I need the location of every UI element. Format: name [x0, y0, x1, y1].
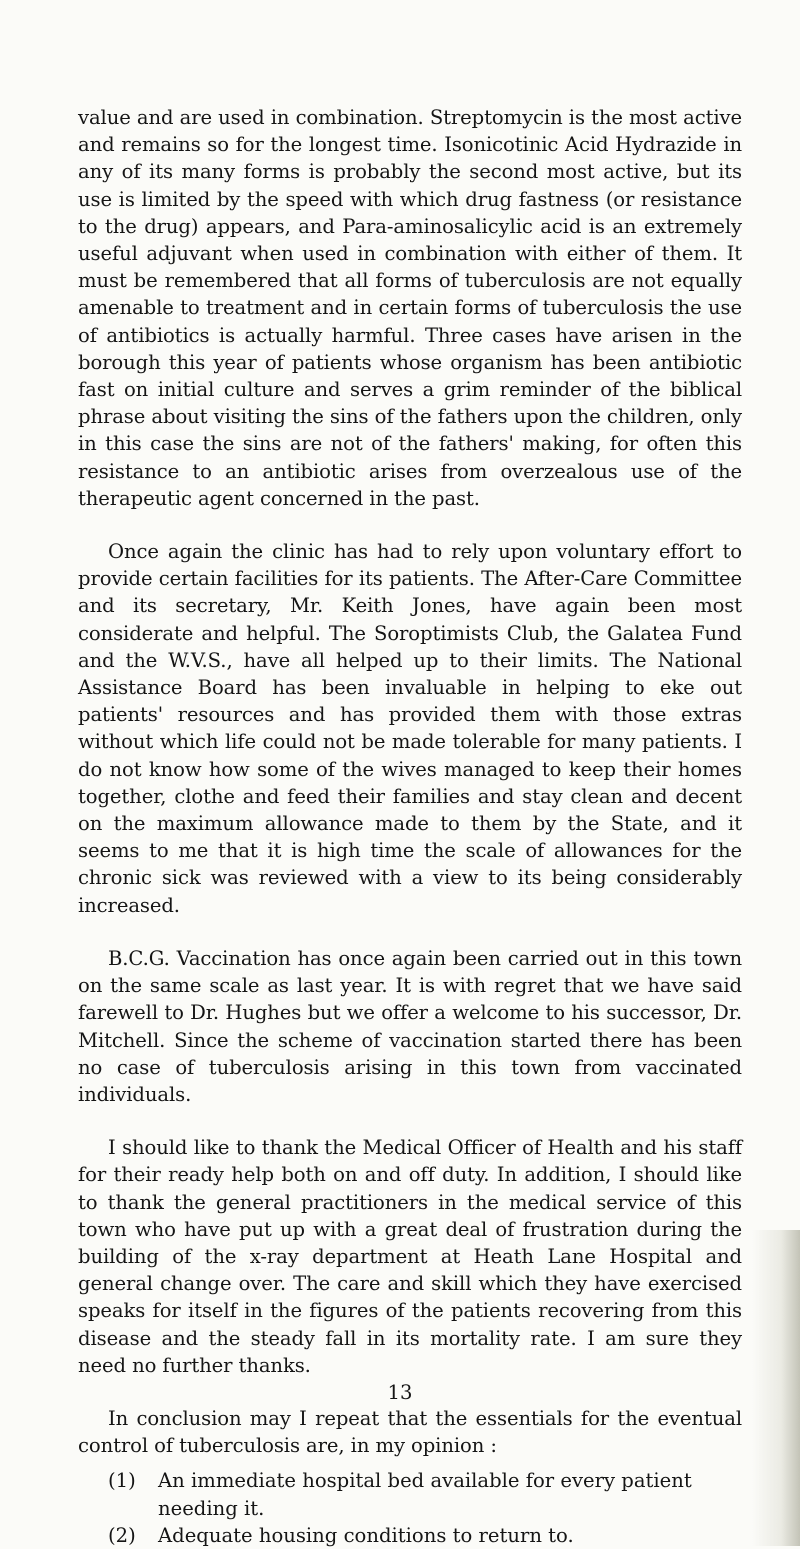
- paragraph-conclusion: In conclusion may I repeat that the essentials for the eventual control of tuberculosis are, in my opinion :: [78, 1406, 742, 1458]
- page-edge-shadow: [752, 1230, 800, 1546]
- paragraph-thanks: I should like to thank the Medical Officer of Health and his staff for their ready help both on and off duty. In addition, I should like to thank the general practitioners in the medical service of this town who have put up with a great deal of frustration during the building of the x-ray department at Heath Lane Hospital and general change over. The care and skill which they have exercised speaks for itself in the figures of the patients recovering from this disease and the steady fall in its mortality rate. I am sure they need no further thanks.: [78, 1136, 742, 1377]
- paragraph-gap: [78, 919, 742, 945]
- list-gap: [78, 1459, 742, 1467]
- list-number: (1): [108, 1469, 136, 1493]
- paragraph-voluntary-effort: Once again the clinic has had to rely upon voluntary effort to provide certain facilities for its patients. The After-Care Committee and its secretary, Mr. Keith Jones, have again been most considerate and helpful. The Soroptimists Club, the Galatea Fund and the W.V.S., have all helped up to their limits. The National Assistance Board has been invaluable in helping to eke out patients' resources and has provided them with those extras without which life could not be made tolerable for many patients. I do not know how some of the wives managed to keep their homes together, clothe and feed their families and stay clean and decent on the maximum allowance made to them by the State, and it seems to me that it is high time the scale of allowances for the chronic sick was reviewed with a view to its being considerably increased.: [78, 540, 742, 917]
- paragraph-gap: [78, 1108, 742, 1134]
- page-number: 13: [387, 1381, 413, 1404]
- list-item: [78, 1467, 742, 1521]
- paragraph-gap: [78, 512, 742, 538]
- list-number: (2): [108, 1523, 136, 1547]
- body-text: [78, 104, 742, 1549]
- list-text: An immediate hospital bed available for every patient needing it.: [158, 1469, 692, 1520]
- paragraph-bcg-vaccination: B.C.G. Vaccination has once again been carried out in this town on the same scale as last year. It is with regret that we have said farewell to Dr. Hughes but we offer a welcome to his successor, Dr. Mitchell. Since the scheme of vaccination started there has been no case of tuberculosis arising in this town from vaccinated individuals.: [78, 946, 742, 1106]
- list-text: Adequate housing conditions to return to.: [158, 1523, 574, 1547]
- paragraph-treatment: value and are used in combination. Streptomycin is the most active and remains so for the longest time. Isonicotinic Acid Hydrazide in any of its many forms is probably the second most active, but its use is limited by the speed with which drug fastness (or resistance to the drug) appears, and Para-aminosalicylic acid is an extremely useful adjuvant when used in combination with either of them. It must be remembered that all forms of tuberculosis are not equally amenable to treatment and in certain forms of tuberculosis the use of antibiotics is actually harmful. Three cases have arisen in the borough this year of patients whose organism has been antibiotic fast on initial culture and serves a grim reminder of the biblical phrase about visiting the sins of the fathers upon the children, only in this case the sins are not of the fathers' making, for often this resistance to an antibiotic arises from overzealous use of the therapeutic agent concerned in the past.: [78, 106, 742, 510]
- list-item: [78, 1522, 742, 1549]
